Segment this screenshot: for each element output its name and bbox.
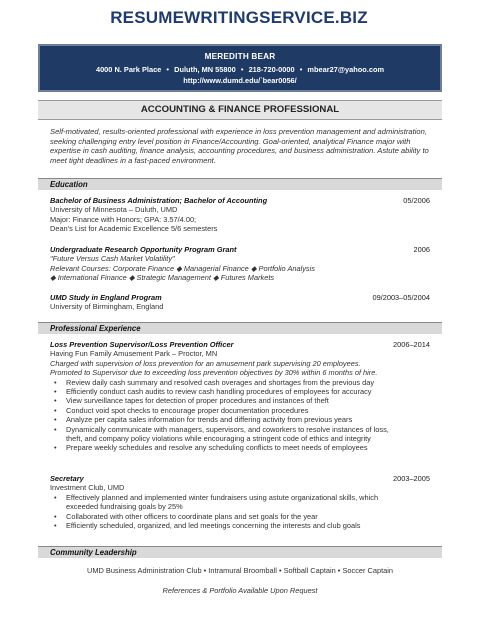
program-title: UMD Study in England Program: [50, 293, 162, 302]
program-school: University of Birmingham, England: [50, 302, 164, 312]
separator-dot-icon: •: [297, 65, 305, 74]
experience-entry: [50, 474, 430, 530]
list-item: • View surveillance tapes for detection of proper procedures and instances of theft: [66, 396, 430, 405]
list-item: • Effectively planned and implemented winter fundraisers using astute organizational skills, which: [66, 493, 430, 502]
contact-banner: [38, 44, 442, 92]
list-item: • Analyze per capita sales information for trends and differing activity from previous years: [66, 415, 430, 424]
list-item: • Dynamically communicate with managers, supervisors, and coworkers to resolve instances of loss,: [66, 425, 430, 434]
job-bullets: [50, 443, 430, 452]
candidate-name: MEREDITH BEAR: [204, 52, 276, 61]
education-entry: [50, 245, 430, 283]
job-summary: Promoted to Supervisor due to exceeding loss prevention objectives by 30% within 6 months of hire.: [50, 368, 378, 378]
section-education: Education: [38, 178, 442, 190]
community-activities: UMD Business Administration Club • Intramural Broomball • Softball Captain • Soccer Captain: [87, 566, 393, 575]
job-summary: Charged with supervision of loss prevention for an amusement park supervising 20 employees.: [50, 358, 361, 368]
job-bullets: [50, 493, 430, 502]
experience-entry: [50, 340, 430, 453]
education-entry: [50, 196, 430, 234]
site-title: RESUMEWRITINGSERVICE.BIZ: [110, 8, 368, 27]
list-item: • Prepare weekly schedules and resolve any scheduling conflicts to meet needs of employees: [66, 443, 430, 452]
program-date: 09/2003–05/2004: [372, 293, 430, 302]
address: 4000 N. Park Place: [95, 65, 162, 74]
courses-line: Relevant Courses: Corporate Finance ◆ Managerial Finance ◆ Portfolio Analysis: [50, 263, 315, 273]
job-date: 2003–2005: [393, 474, 430, 483]
role-title: ACCOUNTING & FINANCE PROFESSIONAL: [38, 100, 442, 120]
summary: Self-motivated, results-oriented professional with experience in loss prevention management and administration, seeking challenging entry level position in Finance/Accounting. Goal-oriented, analytical Finance major with expertise in cash auditing, finance analysis, accounting procedures, and business administration. Astute ability to meet tight deadlines in a fast-paced environment.: [50, 127, 429, 165]
degree-title: Bachelor of Business Administration; Bachelor of Accounting: [50, 196, 268, 205]
job-title: Secretary: [50, 474, 84, 483]
references-note: References & Portfolio Available Upon Request: [162, 586, 318, 595]
list-item: • Efficiently scheduled, organized, and led meetings concerning the interests and club goals: [66, 521, 430, 530]
courses-line: ◆ International Finance ◆ Strategic Management ◆ Futures Markets: [50, 273, 275, 283]
school: University of Minnesota – Duluth, UMD: [50, 205, 178, 215]
employer: Investment Club, UMD: [50, 483, 125, 493]
job-bullets: [50, 512, 430, 531]
list-item: • Conduct void spot checks to encourage proper documentation procedures: [66, 406, 430, 415]
degree-date: 05/2006: [403, 196, 430, 205]
website-link[interactable]: http://www.dumd.edu/`bear0056/: [183, 76, 297, 85]
section-community: Community Leadership: [38, 546, 442, 558]
contact-line: [40, 65, 440, 74]
education-entry: [50, 293, 430, 312]
list-item: • Efficiently conduct cash audits to review cash handling procedures of employees for accuracy: [66, 387, 430, 396]
job-title: Loss Prevention Supervisor/Loss Prevention Officer: [50, 340, 234, 349]
job-bullets: [50, 378, 430, 434]
major: Major: Finance with Honors; GPA: 3.57/4.00;: [50, 214, 197, 224]
honors: Dean's List for Academic Excellence 5/6 semesters: [50, 224, 218, 234]
email-link[interactable]: mbear27@yahoo.com: [307, 65, 385, 74]
list-item: • Collaborated with other officers to coordinate plans and set goals for the year: [66, 512, 430, 521]
employer: Having Fun Family Amusement Park – Proctor, MN: [50, 349, 218, 359]
section-experience: Professional Experience: [38, 322, 442, 334]
job-date: 2006–2014: [393, 340, 430, 349]
grant-date: 2006: [413, 245, 430, 254]
phone: 218-720-0000: [248, 65, 295, 74]
separator-dot-icon: •: [164, 65, 172, 74]
research-title: "Future Versus Cash Market Volatility": [50, 254, 175, 264]
separator-dot-icon: •: [238, 65, 246, 74]
grant-title: Undergraduate Research Opportunity Program Grant: [50, 245, 237, 254]
list-item: • Review daily cash summary and resolved cash overages and shortages from the previous day: [66, 378, 430, 387]
list-item-continued: theft, and company policy violations while encouraging a stringent code of ethics and integrity: [66, 434, 371, 444]
city: Duluth, MN 55800: [174, 65, 236, 74]
list-item-continued: exceeded fundraising goals by 25%: [66, 502, 183, 512]
